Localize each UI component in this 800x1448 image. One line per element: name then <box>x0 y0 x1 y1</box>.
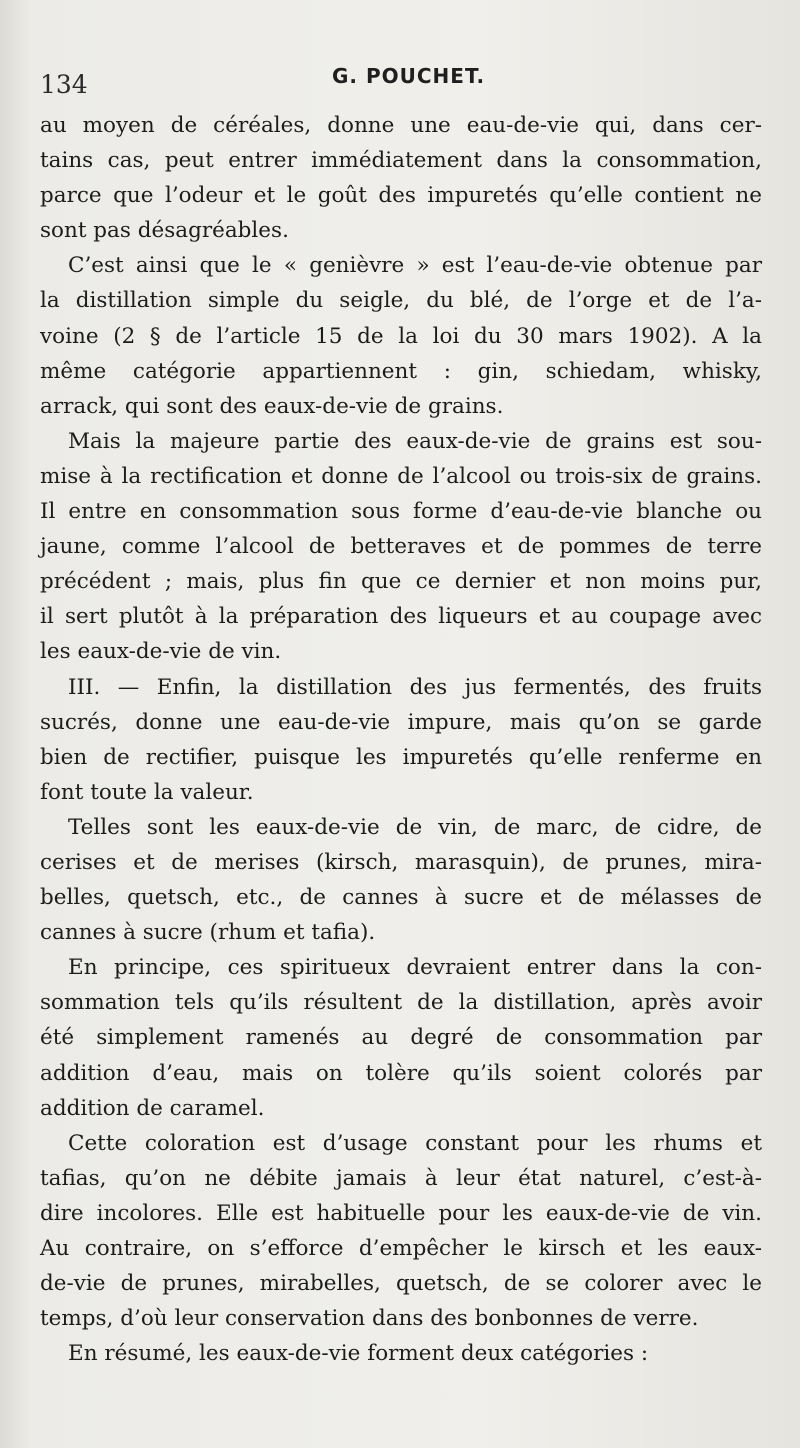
paragraph <box>40 1336 762 1371</box>
text-line: III. — Enfin, la distillation des jus fermentés, des fruits <box>68 674 762 700</box>
paragraph <box>40 248 762 423</box>
paragraph <box>40 1126 762 1337</box>
page-number: 134 <box>40 70 88 99</box>
text-line: au moyen de céréales, donne une eau-de-vie qui, dans cer- <box>40 113 762 138</box>
text-line: Il entre en consommation sous forme d’eau-de-vie blanche ou <box>40 499 762 525</box>
text-line: la distillation simple du seigle, du blé, de l’orge et de l’a- <box>40 288 762 314</box>
text-line: bien de rectifier, puisque les impuretés qu’elle renferme en <box>40 744 762 770</box>
text-line: font toute la valeur. <box>40 779 254 805</box>
text-line: En principe, ces spiritueux devraient entrer dans la con- <box>68 955 762 981</box>
text-line: même catégorie appartiennent : gin, schiedam, whisky, <box>40 358 762 384</box>
text-line: les eaux-de-vie de vin. <box>40 639 282 665</box>
paragraph <box>40 950 762 1125</box>
text-line: addition d’eau, mais on tolère qu’ils soient colorés par <box>40 1060 762 1086</box>
text-line: mise à la rectification et donne de l’alcool ou trois-six de grains. <box>40 463 762 489</box>
paragraph <box>40 424 762 670</box>
text-line: addition de caramel. <box>40 1095 265 1121</box>
text-line: il sert plutôt à la préparation des liqueurs et au coupage avec <box>40 604 762 630</box>
text-line: précédent ; mais, plus fin que ce dernier et non moins pur, <box>40 569 762 595</box>
text-line: C’est ainsi que le « genièvre » est l’eau-de-vie obtenue par <box>68 253 762 279</box>
running-head: G. POUCHET. <box>332 64 486 88</box>
text-line: voine (2 § de l’article 15 de la loi du 30 mars 1902). A la <box>40 323 762 349</box>
text-line: de-vie de prunes, mirabelles, quetsch, de se colorer avec le <box>40 1271 762 1297</box>
text-line: Telles sont les eaux-de-vie de vin, de marc, de cidre, de <box>68 814 762 840</box>
text-line: été simplement ramenés au degré de consommation par <box>40 1025 762 1051</box>
text-line: dire incolores. Elle est habituelle pour les eaux-de-vie de vin. <box>40 1200 762 1226</box>
text-line: temps, d’où leur conservation dans des bonbonnes de verre. <box>40 1306 699 1332</box>
page-header <box>36 58 776 98</box>
text-line: cannes à sucre (rhum et tafia). <box>40 920 376 946</box>
text-line: cerises et de merises (kirsch, marasquin), de prunes, mira- <box>40 849 762 875</box>
text-line: jaune, comme l’alcool de betteraves et de pommes de terre <box>40 534 762 560</box>
text-line: En résumé, les eaux-de-vie forment deux catégories : <box>68 1341 649 1367</box>
text-line: belles, quetsch, etc., de cannes à sucre et de mélasses de <box>40 885 762 911</box>
body-text <box>40 108 762 1371</box>
text-line: tains cas, peut entrer immédiatement dans la consommation, <box>40 148 762 174</box>
text-line: Au contraire, on s’efforce d’empêcher le kirsch et les eaux- <box>40 1236 762 1261</box>
text-line: sommation tels qu’ils résultent de la distillation, après avoir <box>40 990 762 1016</box>
text-line: tafias, qu’on ne débite jamais à leur état naturel, c’est-à- <box>40 1165 762 1191</box>
text-line: parce que l’odeur et le goût des impuretés qu’elle contient ne <box>40 183 762 209</box>
text-line: Cette coloration est d’usage constant pour les rhums et <box>68 1130 762 1156</box>
text-line: Mais la majeure partie des eaux-de-vie de grains est sou- <box>68 428 762 454</box>
text-line: sucrés, donne une eau-de-vie impure, mais qu’on se garde <box>40 709 762 735</box>
text-line: arrack, qui sont des eaux-de-vie de grains. <box>40 393 504 419</box>
paragraph <box>40 810 762 950</box>
text-line: sont pas désagréables. <box>40 218 289 244</box>
paragraph <box>40 108 762 248</box>
paragraph <box>40 670 762 810</box>
